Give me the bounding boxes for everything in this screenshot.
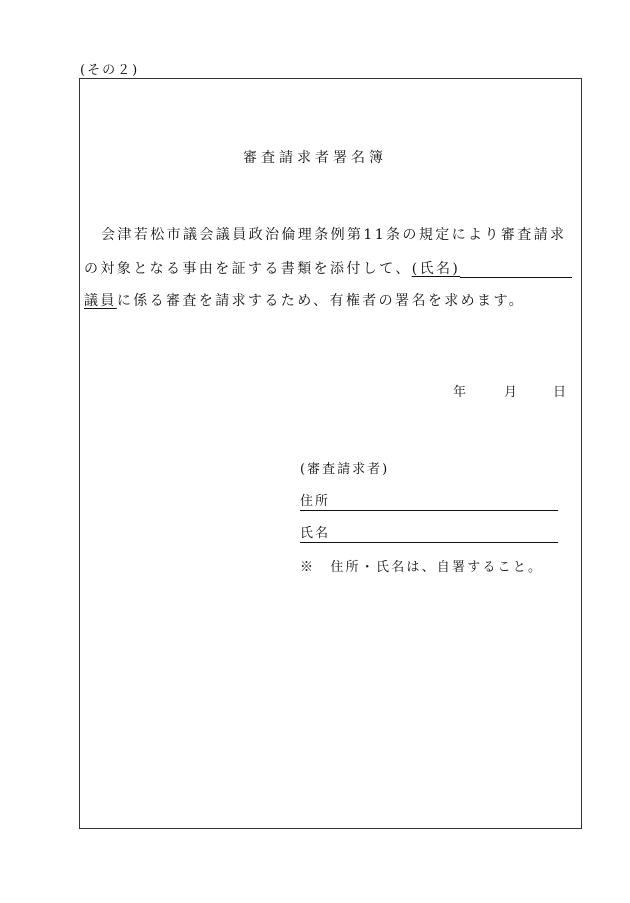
councilor-word: 議員 bbox=[84, 293, 117, 309]
name-field bbox=[300, 522, 558, 543]
body-line-1: 会津若松市議会議員政治倫理条例第11条の規定により審査請求 bbox=[101, 227, 567, 243]
date-year: 年 bbox=[453, 385, 467, 400]
date-day: 日 bbox=[553, 385, 567, 400]
body-line-2-text: の対象となる事由を証する書類を添付して、 bbox=[84, 261, 412, 277]
address-field bbox=[300, 490, 558, 511]
document-title: 審査請求者署名簿 bbox=[243, 150, 387, 166]
document-frame bbox=[79, 78, 582, 829]
name-label: 氏名 bbox=[300, 526, 331, 541]
requester-heading: (審査請求者) bbox=[300, 462, 390, 477]
date-month: 月 bbox=[504, 385, 518, 400]
page-label: (その２) bbox=[80, 63, 140, 78]
body-line-3 bbox=[84, 290, 525, 310]
signature-note: ※ 住所・氏名は、自署すること。 bbox=[300, 560, 544, 575]
address-label: 住所 bbox=[300, 494, 331, 509]
target-name-blank bbox=[460, 262, 572, 278]
body-line-2 bbox=[84, 258, 578, 278]
target-name-label: (氏名) bbox=[411, 261, 461, 277]
body-line-3-text: に係る審査を請求するため、有権者の署名を求めます。 bbox=[116, 293, 526, 309]
